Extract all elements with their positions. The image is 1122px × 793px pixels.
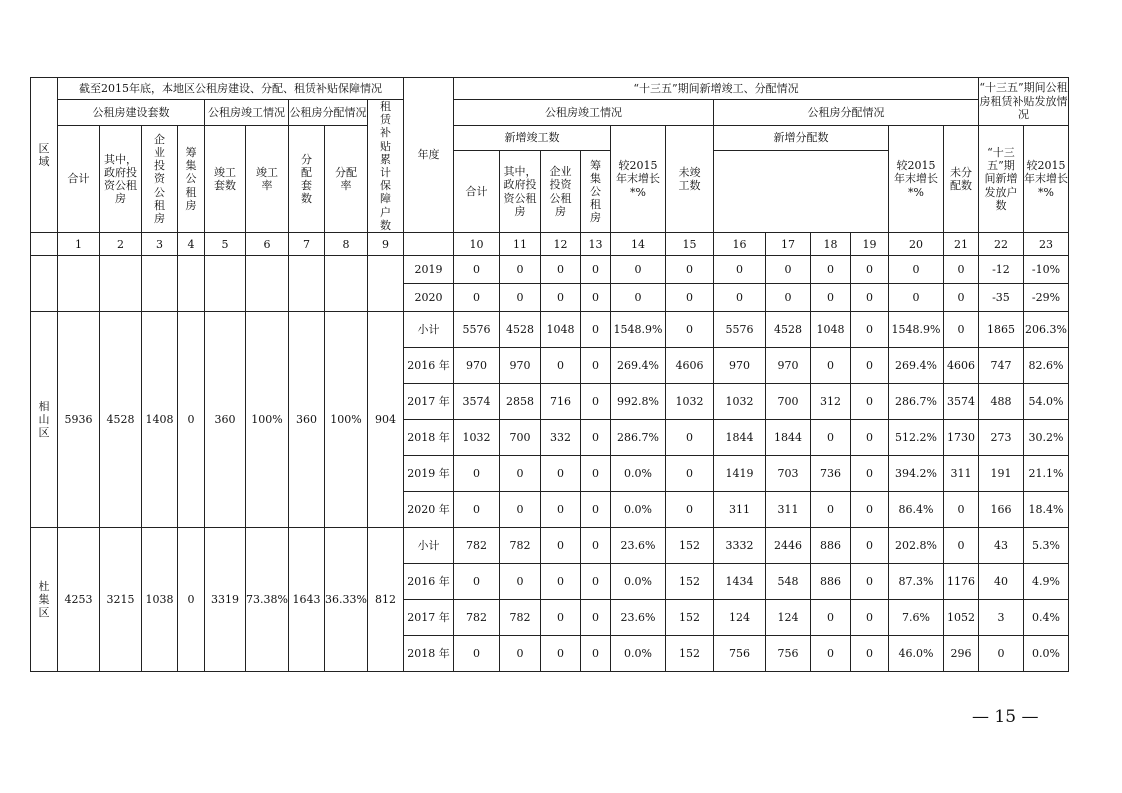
data-cell: 5.3% [1023, 528, 1068, 564]
column-number: 18 [810, 233, 850, 256]
alloc-status-header: 公租房分配情况 [288, 100, 367, 126]
data-cell: 0 [850, 528, 888, 564]
data-cell: 0 [850, 256, 888, 284]
data-cell: 312 [810, 384, 850, 420]
column-number: 9 [367, 233, 403, 256]
data-cell: 54.0% [1023, 384, 1068, 420]
data-cell: 0 [850, 348, 888, 384]
new-comp-header: 新增竣工数 [453, 126, 610, 151]
data-cell: 0 [850, 456, 888, 492]
data-cell: 0 [580, 256, 610, 284]
summary-cell: 360 [288, 312, 324, 528]
data-cell: 7.6% [888, 600, 943, 636]
data-cell: 700 [765, 384, 810, 420]
data-cell: 0 [665, 312, 713, 348]
column-number-blank [31, 233, 58, 256]
column-number: 23 [1023, 233, 1068, 256]
data-cell: 1052 [943, 600, 978, 636]
data-cell: 0.0% [610, 456, 665, 492]
data-cell: 756 [713, 636, 765, 672]
data-cell: 332 [540, 420, 580, 456]
empty-cell [246, 256, 289, 312]
new-alloc-header: 新增分配数 [713, 126, 888, 151]
summary-cell: 100% [246, 312, 289, 528]
column-number: 1 [58, 233, 100, 256]
data-cell: 0 [810, 348, 850, 384]
data-cell: 1434 [713, 564, 765, 600]
data-cell: 0 [888, 284, 943, 312]
column-number: 22 [978, 233, 1023, 256]
data-cell: 782 [499, 600, 540, 636]
data-cell: 0 [713, 284, 765, 312]
data-cell: 0.0% [1023, 636, 1068, 672]
data-cell: 206.3% [1023, 312, 1068, 348]
data-cell: 703 [765, 456, 810, 492]
data-cell: 0 [943, 312, 978, 348]
summary-cell: 0 [178, 528, 205, 672]
summary-cell: 0 [178, 312, 205, 528]
data-cell: 0 [610, 284, 665, 312]
region-name [31, 312, 58, 528]
column-number: 13 [580, 233, 610, 256]
data-cell: 0 [540, 256, 580, 284]
empty-cell [58, 256, 100, 312]
data-cell: 886 [810, 528, 850, 564]
region-label: 相山区 [38, 399, 50, 440]
data-cell: 488 [978, 384, 1023, 420]
comp-status-header: 公租房竣工情况 [205, 100, 289, 126]
year-cell: 2020 年 [403, 492, 453, 528]
data-cell: 0 [540, 492, 580, 528]
data-cell: 0 [580, 492, 610, 528]
rent-subsidy-header: 租赁补贴累计保障户数 [367, 100, 403, 233]
data-cell: -10% [1023, 256, 1068, 284]
year-cell: 2020 [403, 284, 453, 312]
data-cell: 40 [978, 564, 1023, 600]
data-cell: 3574 [943, 384, 978, 420]
data-cell: 286.7% [888, 384, 943, 420]
column-number: 7 [288, 233, 324, 256]
empty-cell [178, 256, 205, 312]
data-cell: 1419 [713, 456, 765, 492]
year-header: 年度 [403, 78, 453, 233]
column-number: 8 [324, 233, 367, 256]
allocation-header: 公租房分配情况 [713, 100, 978, 126]
data-cell: 548 [765, 564, 810, 600]
data-cell: 0 [580, 456, 610, 492]
year-cell: 2018 年 [403, 420, 453, 456]
data-cell: 4606 [943, 348, 978, 384]
raise-header: 筹集公租房 [178, 126, 205, 233]
data-cell: 394.2% [888, 456, 943, 492]
data-cell: 782 [453, 528, 499, 564]
p135-subsidy-header: “十三五”期间公租房租赁补贴发放情况 [978, 78, 1068, 126]
unallocated-header: 未分配数 [943, 126, 978, 233]
data-cell: 0 [540, 284, 580, 312]
empty-cell [367, 256, 403, 312]
data-cell: 23.6% [610, 528, 665, 564]
summary-cell: 904 [367, 312, 403, 528]
data-cell: 0.0% [610, 564, 665, 600]
year-cell: 2017 年 [403, 384, 453, 420]
data-cell: 782 [453, 600, 499, 636]
data-cell: 2858 [499, 384, 540, 420]
data-cell: 0 [499, 564, 540, 600]
alloc-sets-header: 分配套数 [288, 126, 324, 233]
summary-cell: 3319 [205, 528, 246, 672]
build-header: 公租房建设套数 [58, 100, 205, 126]
subsidy-growth-header: 较2015年末增长*% [1023, 126, 1068, 233]
data-cell: 0 [540, 348, 580, 384]
data-cell: 700 [499, 420, 540, 456]
data-cell: 0 [850, 564, 888, 600]
data-cell: 0 [499, 636, 540, 672]
data-cell: 18.4% [1023, 492, 1068, 528]
column-number-row [31, 233, 1069, 256]
empty-cell [288, 256, 324, 312]
data-cell: 0 [580, 528, 610, 564]
data-cell: 1176 [943, 564, 978, 600]
region-label: 杜集区 [38, 579, 50, 620]
summary-cell: 360 [205, 312, 246, 528]
end2015-header: 截至2015年底，本地区公租房建设、分配、租赁补贴保障情况 [58, 78, 404, 100]
total-header: 合计 [58, 126, 100, 233]
data-cell: 1844 [713, 420, 765, 456]
data-cell: 3574 [453, 384, 499, 420]
year-cell: 2016 年 [403, 348, 453, 384]
uncompleted-header: 未竣工数 [665, 126, 713, 233]
ent-header: 企业投资公租房 [142, 126, 178, 233]
summary-cell: 3215 [100, 528, 142, 672]
column-number: 16 [713, 233, 765, 256]
year-cell: 2017 年 [403, 600, 453, 636]
data-cell: 0 [453, 636, 499, 672]
data-cell: 311 [765, 492, 810, 528]
data-cell: 0 [453, 564, 499, 600]
table-row [31, 528, 1069, 564]
alloc-growth-header: 较2015年末增长*% [888, 126, 943, 233]
data-cell: 152 [665, 564, 713, 600]
data-cell: 0 [580, 384, 610, 420]
raise-header-2: 筹集公租房 [580, 151, 610, 233]
data-cell: 0 [810, 420, 850, 456]
data-cell: 166 [978, 492, 1023, 528]
data-cell: 273 [978, 420, 1023, 456]
data-cell: 43 [978, 528, 1023, 564]
data-cell: 23.6% [610, 600, 665, 636]
data-cell: 152 [665, 636, 713, 672]
data-cell: 86.4% [888, 492, 943, 528]
data-cell: 1032 [713, 384, 765, 420]
column-number: 12 [540, 233, 580, 256]
completion-header: 公租房竣工情况 [453, 100, 713, 126]
column-number: 2 [100, 233, 142, 256]
data-cell: -12 [978, 256, 1023, 284]
region-header: 区域 [31, 78, 58, 233]
data-cell: 0 [850, 420, 888, 456]
column-number: 11 [499, 233, 540, 256]
table-row [31, 256, 1069, 284]
empty-cell [205, 256, 246, 312]
data-cell: 0 [810, 600, 850, 636]
data-cell: 0 [540, 564, 580, 600]
data-cell: 0 [850, 284, 888, 312]
data-cell: 124 [713, 600, 765, 636]
year-cell: 小计 [403, 528, 453, 564]
data-cell: 30.2% [1023, 420, 1068, 456]
data-cell: 4.9% [1023, 564, 1068, 600]
total-header-2: 合计 [453, 151, 499, 233]
data-cell: 0 [713, 256, 765, 284]
data-cell: 0 [580, 312, 610, 348]
column-number: 21 [943, 233, 978, 256]
column-number: 15 [665, 233, 713, 256]
data-cell: -29% [1023, 284, 1068, 312]
data-cell: 0 [850, 492, 888, 528]
column-number: 20 [888, 233, 943, 256]
column-number: 17 [765, 233, 810, 256]
summary-cell: 5936 [58, 312, 100, 528]
data-cell: 1548.9% [610, 312, 665, 348]
data-cell: 0 [453, 284, 499, 312]
data-cell: 0.0% [610, 636, 665, 672]
data-cell: 3 [978, 600, 1023, 636]
data-cell: -35 [978, 284, 1023, 312]
data-cell: 747 [978, 348, 1023, 384]
data-cell: 1844 [765, 420, 810, 456]
data-cell: 0.4% [1023, 600, 1068, 636]
data-cell: 0 [943, 256, 978, 284]
data-cell: 0 [665, 420, 713, 456]
year-cell: 2019 年 [403, 456, 453, 492]
ent-header-2: 企业投资公租房 [540, 151, 580, 233]
summary-cell: 36.33% [324, 528, 367, 672]
data-cell: 0 [765, 256, 810, 284]
data-cell: 736 [810, 456, 850, 492]
data-cell: 269.4% [888, 348, 943, 384]
data-cell: 970 [453, 348, 499, 384]
column-number: 19 [850, 233, 888, 256]
table-row [31, 312, 1069, 348]
data-cell: 269.4% [610, 348, 665, 384]
data-cell: 0 [943, 528, 978, 564]
empty-cell [31, 256, 58, 312]
page-number: — 15 — [972, 707, 1039, 727]
data-cell: 0 [888, 256, 943, 284]
data-cell: 0 [453, 492, 499, 528]
data-cell: 1548.9% [888, 312, 943, 348]
data-cell: 286.7% [610, 420, 665, 456]
data-cell: 0 [810, 284, 850, 312]
data-cell: 0 [665, 256, 713, 284]
data-cell: 4606 [665, 348, 713, 384]
comp-sets-header: 竣工套数 [205, 126, 246, 233]
data-cell: 970 [499, 348, 540, 384]
data-cell: 1048 [540, 312, 580, 348]
alloc-rate-header: 分配率 [324, 126, 367, 233]
summary-cell: 4528 [100, 312, 142, 528]
data-cell: 0 [580, 348, 610, 384]
data-cell: 1032 [665, 384, 713, 420]
summary-cell: 73.38% [246, 528, 289, 672]
data-cell: 0 [580, 284, 610, 312]
gov-header: 其中，政府投资公租房 [100, 126, 142, 233]
data-cell: 0 [810, 492, 850, 528]
data-cell: 1865 [978, 312, 1023, 348]
data-cell: 0 [850, 600, 888, 636]
data-cell: 0 [580, 420, 610, 456]
data-cell: 0 [540, 600, 580, 636]
data-cell: 3332 [713, 528, 765, 564]
column-number: 3 [142, 233, 178, 256]
data-cell: 1032 [453, 420, 499, 456]
data-cell: 0 [580, 636, 610, 672]
data-cell: 202.8% [888, 528, 943, 564]
data-cell: 5576 [713, 312, 765, 348]
column-number: 6 [246, 233, 289, 256]
year-cell: 2018 年 [403, 636, 453, 672]
summary-cell: 1408 [142, 312, 178, 528]
data-cell: 0 [610, 256, 665, 284]
data-cell: 0 [499, 284, 540, 312]
data-cell: 0 [453, 256, 499, 284]
data-cell: 0 [665, 284, 713, 312]
summary-cell: 1038 [142, 528, 178, 672]
data-cell: 124 [765, 600, 810, 636]
comp-growth-header: 较2015年末增长*% [610, 126, 665, 233]
empty-cell [142, 256, 178, 312]
year-cell: 2019 [403, 256, 453, 284]
region-name [31, 528, 58, 672]
data-cell: 0 [499, 492, 540, 528]
p135-new-hh-header: “十三五”期间新增发放户数 [978, 126, 1023, 233]
data-cell: 0 [499, 456, 540, 492]
data-cell: 0 [850, 384, 888, 420]
empty-cell [324, 256, 367, 312]
data-cell: 0 [810, 636, 850, 672]
data-cell: 0 [943, 284, 978, 312]
data-cell: 0 [765, 284, 810, 312]
data-cell: 191 [978, 456, 1023, 492]
data-cell: 296 [943, 636, 978, 672]
data-cell: 0 [665, 456, 713, 492]
data-cell: 0 [453, 456, 499, 492]
p135-header: “十三五”期间新增竣工、分配情况 [453, 78, 978, 100]
data-cell: 970 [765, 348, 810, 384]
data-cell: 1730 [943, 420, 978, 456]
data-cell: 46.0% [888, 636, 943, 672]
data-cell: 0 [850, 312, 888, 348]
data-cell: 82.6% [1023, 348, 1068, 384]
data-cell: 0 [499, 256, 540, 284]
data-cell: 0 [943, 492, 978, 528]
data-cell: 0.0% [610, 492, 665, 528]
data-cell: 0 [580, 600, 610, 636]
year-cell: 2016 年 [403, 564, 453, 600]
data-cell: 512.2% [888, 420, 943, 456]
data-cell: 0 [810, 256, 850, 284]
data-cell: 970 [713, 348, 765, 384]
data-cell: 716 [540, 384, 580, 420]
data-cell: 992.8% [610, 384, 665, 420]
data-cell: 87.3% [888, 564, 943, 600]
column-number: 5 [205, 233, 246, 256]
gov-header-2: 其中，政府投资公租房 [499, 151, 540, 233]
data-cell: 1048 [810, 312, 850, 348]
summary-cell: 100% [324, 312, 367, 528]
column-number: 10 [453, 233, 499, 256]
housing-table [30, 77, 1069, 672]
data-cell: 152 [665, 600, 713, 636]
data-cell: 5576 [453, 312, 499, 348]
summary-cell: 812 [367, 528, 403, 672]
empty-cell [100, 256, 142, 312]
comp-rate-header: 竣工率 [246, 126, 289, 233]
column-number: 4 [178, 233, 205, 256]
data-cell: 782 [499, 528, 540, 564]
data-cell: 0 [850, 636, 888, 672]
data-cell: 4528 [765, 312, 810, 348]
data-cell: 886 [810, 564, 850, 600]
year-cell: 小计 [403, 312, 453, 348]
summary-cell: 4253 [58, 528, 100, 672]
data-cell: 0 [580, 564, 610, 600]
data-cell: 0 [540, 528, 580, 564]
column-number-blank [403, 233, 453, 256]
data-cell: 0 [978, 636, 1023, 672]
data-cell: 0 [665, 492, 713, 528]
data-cell: 21.1% [1023, 456, 1068, 492]
data-cell: 311 [713, 492, 765, 528]
data-cell: 2446 [765, 528, 810, 564]
data-cell: 4528 [499, 312, 540, 348]
data-cell: 0 [540, 636, 580, 672]
column-number: 14 [610, 233, 665, 256]
data-cell: 311 [943, 456, 978, 492]
data-cell: 756 [765, 636, 810, 672]
data-cell: 152 [665, 528, 713, 564]
data-cell: 0 [540, 456, 580, 492]
summary-cell: 1643 [288, 528, 324, 672]
